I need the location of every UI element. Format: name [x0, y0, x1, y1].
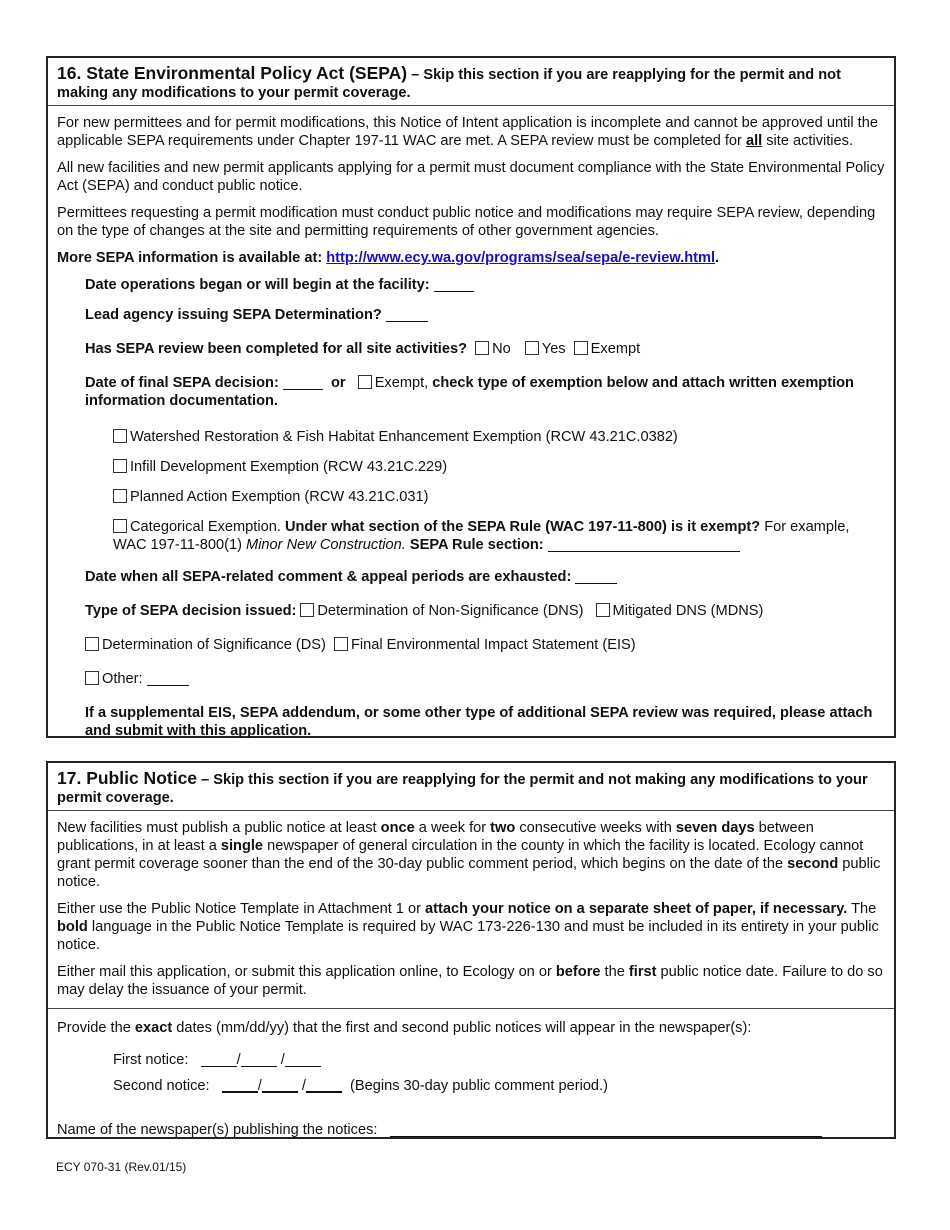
form-number-footer: ECY 070-31 (Rev.01/15) — [56, 1160, 187, 1174]
mdns-label: Mitigated DNS (MDNS) — [612, 603, 764, 619]
exemption-categorical-checkbox[interactable] — [113, 519, 127, 533]
text-segment: The — [847, 901, 877, 917]
review-exempt-label: Exempt — [590, 341, 641, 357]
review-completed-label: Has SEPA review been completed for all site activities? — [85, 341, 468, 357]
first-notice-label: First notice: — [113, 1052, 189, 1068]
public-notice-paragraph-1 — [57, 819, 886, 891]
or-label: or — [330, 375, 346, 391]
review-yes-checkbox[interactable] — [525, 341, 539, 355]
final-exempt-checkbox[interactable] — [358, 375, 372, 389]
text-segment: All new facilities and new permit applicants applying for a permit must document compliance with the State Environmental Policy Act (SEPA) and conduct public notice. — [57, 160, 885, 194]
text-segment: single — [220, 838, 264, 854]
mdns-checkbox[interactable] — [596, 603, 610, 617]
eis-checkbox[interactable] — [334, 637, 348, 651]
section-17-header — [48, 763, 894, 811]
sepa-info-link[interactable]: http://www.ecy.wa.gov/programs/sea/sepa/e-review.html — [326, 250, 715, 266]
text-segment: all — [745, 133, 763, 149]
exemption-planned-action-checkbox[interactable] — [113, 489, 127, 503]
section-17-public-notice: 17. Public Notice – Skip this section if you are reapplying for the permit and not making any modifications to your permit coverage. New facilities must publish a public notice at least once a week for two consecutive weeks with seven days between publications, in at least a single newspaper of general circulation in the county in which the facility is located. Ecology cannot grant permit coverage sooner than the end of the 30-day public comment period, which begins on the date of the second public notice. Either use the Public Notice Template in Attachment 1 or attach your notice on a separate sheet of paper, if necessary. The bold language in the Public Notice Template is required by WAC 173-226-130 and must be included in its entirety in your public notice. Either mail this application, or submit this application online, to Ecology on or before the first public notice date. Failure to do so may delay the issuance of your permit. Provide the exact dates (mm/dd/yy) that the first and second public notices will appear in the newspaper(s): First notice: / / Second notice: / / (Begins 30-day public comment period.) Name of the newspaper(s) publishing the notices: — [46, 761, 896, 1139]
newspaper-label: Name of the newspaper(s) publishing the notices: — [57, 1122, 378, 1138]
text-segment: Either use the Public Notice Template in Attachment 1 or — [57, 901, 426, 917]
section-16-title: 16. State Environmental Policy Act (SEPA) — [57, 63, 408, 83]
exemption-watershed-label: Watershed Restoration & Fish Habitat Enhancement Exemption (RCW 43.21C.0382) — [130, 429, 678, 445]
text-segment: the — [600, 964, 629, 980]
text-segment: For example, WAC 197-11-800(1) — [113, 519, 850, 553]
appeal-date-label: Date when all SEPA-related comment & appeal periods are exhausted: — [85, 569, 572, 585]
second-notice-month[interactable] — [222, 1077, 258, 1093]
text-segment: Under what section of the SEPA Rule (WAC 197-11-800) is it exempt? — [284, 519, 761, 535]
final-decision-label: Date of final SEPA decision: — [85, 375, 279, 391]
text-segment: seven days — [675, 820, 755, 836]
review-yes-label: Yes — [541, 341, 566, 357]
exemption-planned-action-label: Planned Action Exemption (RCW 43.21C.031) — [130, 489, 429, 505]
sepa-rule-section-field[interactable] — [548, 537, 740, 552]
eis-label: Final Environmental Impact Statement (EIS) — [350, 637, 636, 653]
text-segment: New facilities must publish a public notice at least — [57, 820, 381, 836]
text-segment: dates (mm/dd/yy) that the first and second public notices will appear in the newspaper(s): — [172, 1020, 752, 1036]
sepa-intro-paragraph — [57, 114, 886, 150]
section-16-header — [48, 58, 894, 106]
text-segment: Minor New Construction. — [246, 537, 406, 553]
first-notice-month[interactable] — [201, 1052, 237, 1067]
sepa-info-link-line — [57, 249, 886, 267]
dns-label: Determination of Non-Significance (DNS) — [317, 603, 584, 619]
other-label: Other: — [102, 671, 143, 687]
review-no-label: No — [492, 341, 511, 357]
text-segment: More SEPA information is available at: — [57, 250, 327, 266]
date-began-label: Date operations began or will begin at the facility: — [85, 277, 430, 293]
newspaper-field[interactable] — [390, 1122, 822, 1137]
section-16-sepa — [46, 56, 896, 738]
text-segment: consecutive weeks with — [515, 820, 676, 836]
other-field[interactable] — [147, 671, 189, 686]
text-segment: Either mail this application, or submit this application online, to Ecology on or — [57, 964, 556, 980]
dates-prompt — [57, 1019, 886, 1037]
text-segment: site activities. — [762, 133, 854, 149]
exemption-infill-label: Infill Development Exemption (RCW 43.21C.229) — [130, 459, 448, 475]
text-segment: public notice. — [57, 856, 881, 890]
text-segment: Permittees requesting a permit modification must conduct public notice and modifications may require SEPA review, depending on the type of changes at the site and permitting requirements of other government agencies. — [57, 205, 876, 239]
text-segment: SEPA Rule section: — [405, 537, 544, 553]
decision-type-label: Type of SEPA decision issued: — [85, 603, 297, 619]
text-segment: before — [555, 964, 601, 980]
text-segment: bold — [57, 919, 88, 935]
review-no-checkbox[interactable] — [475, 341, 489, 355]
exemption-infill-checkbox[interactable] — [113, 459, 127, 473]
first-notice-year[interactable] — [285, 1052, 321, 1067]
second-notice-year[interactable] — [306, 1077, 342, 1093]
ds-checkbox[interactable] — [85, 637, 99, 651]
final-decision-date-field[interactable] — [283, 375, 323, 390]
sepa-paragraph-new-facilities — [57, 159, 886, 195]
review-exempt-checkbox[interactable] — [574, 341, 588, 355]
section-16-note: – Skip this section if you are reapplying for the permit and not making any modifications to your permit coverage. — [57, 67, 841, 101]
text-segment: attach your notice on a separate sheet of paper, if necessary. — [425, 901, 848, 917]
final-exempt-label: Exempt, — [374, 375, 429, 391]
section-17-title: 17. Public Notice — [57, 768, 198, 788]
text-segment: second — [787, 856, 839, 872]
exemption-watershed-checkbox[interactable] — [113, 429, 127, 443]
sepa-paragraph-modifications — [57, 204, 886, 240]
text-segment: For new permittees and for permit modifications, this Notice of Intent application is incomplete and cannot be approved until the applicable SEPA requirements under Chapter 197-11 WAC are met. A SEPA review must be completed for — [57, 115, 878, 149]
dns-checkbox[interactable] — [300, 603, 314, 617]
text-segment: language in the Public Notice Template is required by WAC 173-226-130 and must be included in its entirety in your public notice. — [57, 919, 879, 953]
lead-agency-label: Lead agency issuing SEPA Determination? — [85, 307, 382, 323]
text-segment: a week for — [414, 820, 491, 836]
appeal-date-field[interactable] — [575, 569, 617, 584]
supplemental-note: If a supplemental EIS, SEPA addendum, or some other type of additional SEPA review was required, please attach and submit with this application. — [85, 705, 873, 739]
date-began-field[interactable] — [434, 277, 474, 292]
public-notice-paragraph-2 — [57, 900, 886, 954]
text-segment: . — [715, 250, 720, 266]
text-segment: Categorical Exemption. — [130, 519, 285, 535]
first-notice-day[interactable] — [241, 1052, 277, 1067]
ds-label: Determination of Significance (DS) — [102, 637, 326, 653]
text-segment: once — [380, 820, 415, 836]
lead-agency-field[interactable] — [386, 307, 428, 322]
second-notice-label: Second notice: — [113, 1078, 210, 1094]
text-segment: public notice date. Failure to do so may delay the issuance of your permit. — [57, 964, 883, 998]
text-segment: Provide the — [57, 1020, 135, 1036]
text-segment: between publications, in at least a — [57, 820, 814, 854]
second-notice-day[interactable] — [262, 1077, 298, 1093]
second-notice-note: (Begins 30-day public comment period.) — [350, 1078, 608, 1094]
public-notice-paragraph-3 — [57, 963, 886, 999]
section-17-note: – Skip this section if you are reapplying for the permit and not making any modifications to your permit coverage. — [57, 772, 868, 806]
text-segment: two — [490, 820, 516, 836]
final-decision-note: check type of exemption below and attach written exemption information documentation. — [85, 375, 854, 409]
text-segment: exact — [134, 1020, 173, 1036]
other-checkbox[interactable] — [85, 671, 99, 685]
text-segment: first — [628, 964, 657, 980]
text-segment: newspaper of general circulation in the county in which the facility is located. Ecology cannot grant permit coverage sooner than the end of the 30-day public comment period, which begins on the date of the — [57, 838, 864, 872]
